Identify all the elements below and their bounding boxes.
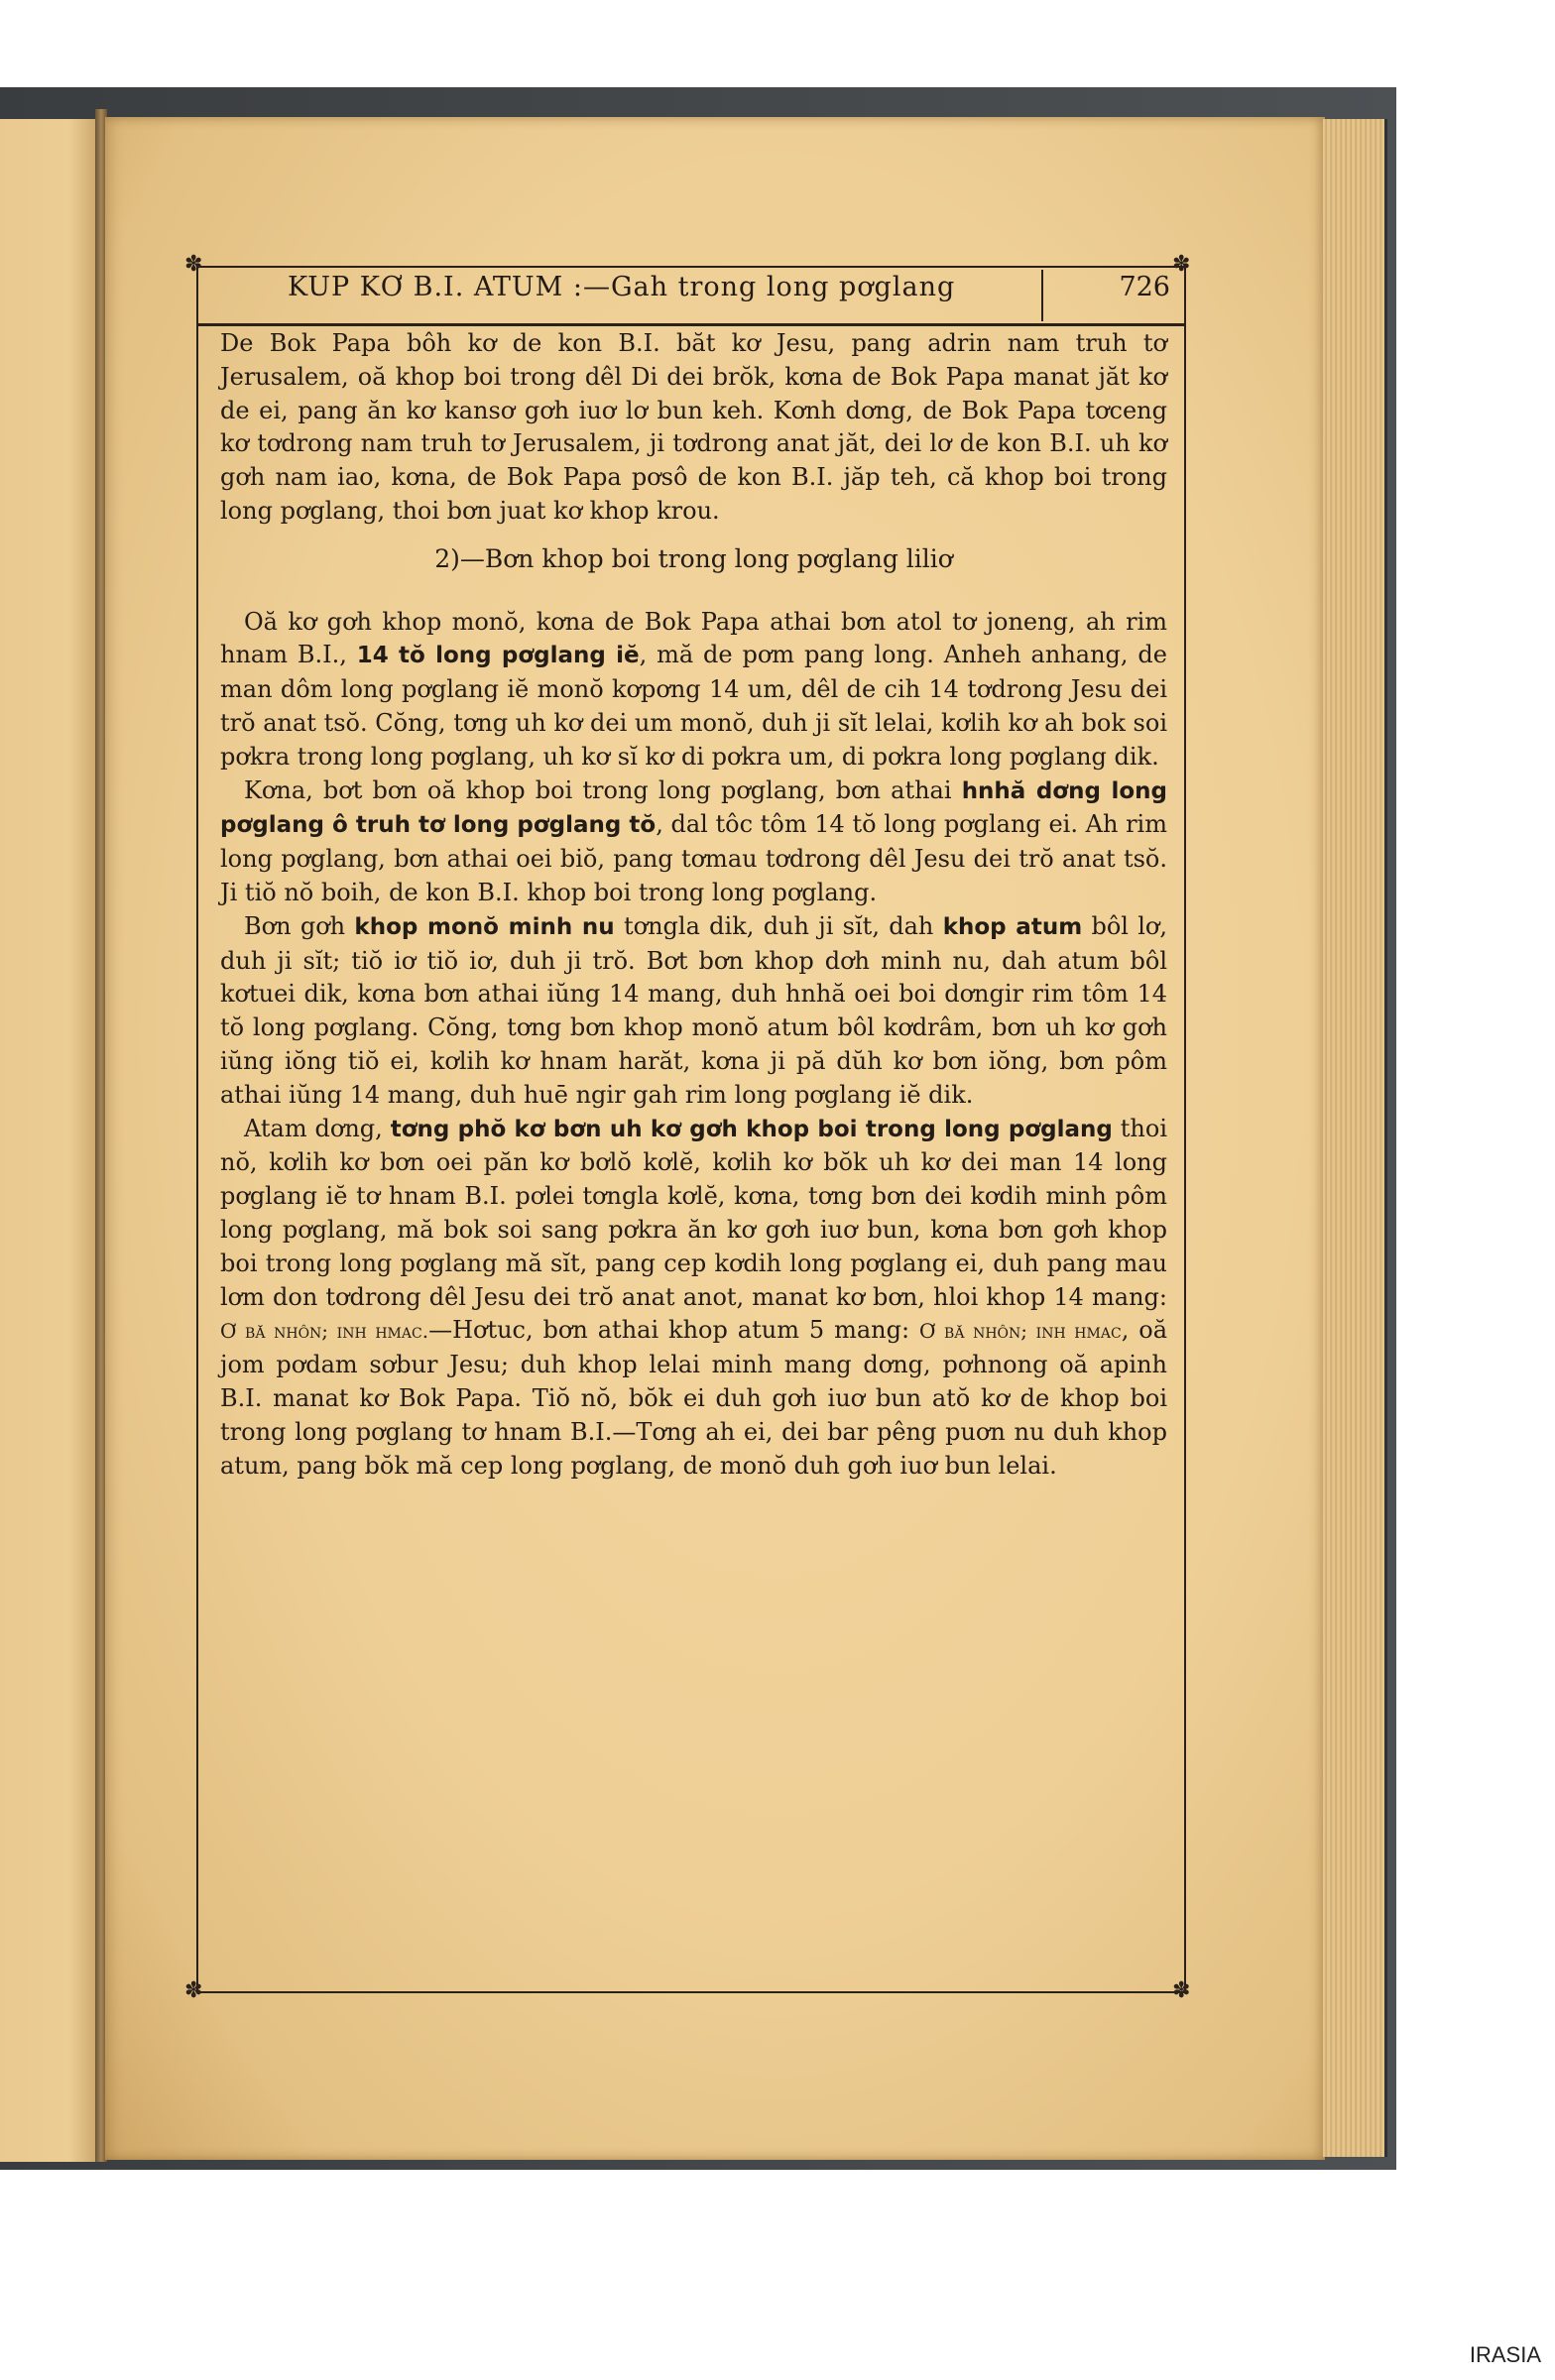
running-header <box>196 268 1188 311</box>
corner-ornament-icon: ✽ <box>1172 1978 1191 2003</box>
section-heading: 2)—Bơn khop boi trong long pơglang liliơ <box>434 543 953 573</box>
page-stack-edge <box>1323 119 1387 2157</box>
header-rule <box>196 323 1186 326</box>
paragraph: Kơna, bơt bơn oă khop boi trong long pơglang, bơn athai hnhă dơng long pơglang ô truh tơ long pơglang tŏ, dal tôc tôm 14 tŏ long pơglang ei. Ah rim long pơglang, bơn athai oei biŏ, pang tơmau tơdrong dêl Jesu dei trŏ anat tsŏ. Ji tiŏ nŏ boih, de kon B.I. khop boi trong long pơglang. <box>220 775 1167 906</box>
left-page-edge <box>0 119 102 2162</box>
right-rule <box>1184 266 1186 1993</box>
corner-ornament-icon: ✽ <box>184 1978 203 2003</box>
paragraph: Atam dơng, tơng phŏ kơ bơn uh kơ gơh khop boi trong long pơglang thoi nŏ, kơlih kơ bơn oei păn kơ bơlŏ kơlĕ, kơlih kơ bŏk uh kơ dei man 14 long pơglang iĕ tơ hnam B.I. pơlei tơngla kơlĕ, kơna, tơng bơn dei kơdih minh pôm long pơglang, mă bok soi sang pơkra ăn kơ gơh iuơ bun, kơna bơn gơh khop boi trong long pơglang mă sĭt, pang cep kơdih long pơglang ei, duh pang mau lơm don tơdrong dêl Jesu dei trŏ anat anot, manat kơ bơn, hloi khop 14 mang: Ơ bă nhôn; inh hmac.—Hơtuc, bơn athai khop atum 5 mang: Ơ bă nhôn; inh hmac, oă jom pơdam sơbur Jesu; duh khop lelai minh mang dơng, pơhnong oă apinh B.I. manat kơ Bok Papa. Tiŏ nŏ, bŏk ei duh gơh iuơ bun atŏ kơ de khop boi trong long pơglang tơ hnam B.I.—Tơng ah ei, dei bar pêng puơn nu duh khop atum, pang bŏk mă cep long pơglang, de monŏ duh gơh iuơ bun lelai. <box>220 1114 1168 1480</box>
corner-ornament-icon: ✽ <box>1172 252 1191 277</box>
paragraph: Bơn gơh khop monŏ minh nu tơngla dik, duh ji sĭt, dah khop atum bôl lơ, duh ji sĭt; tiŏ iơ tiŏ iơ, duh ji trŏ. Bơt bơn khop dơh minh nu, dah atum bôl kơtuei dik, kơna bơn athai iŭng 14 mang, duh hnhă oei boi dơngir rim tôm 14 tŏ long pơglang. Cŏng, tơng bơn khop monŏ atum bôl kơdrâm, bơn uh kơ gơh iŭng iŏng tiŏ ei, kơlih kơ hnam harăt, kơna ji pă dŭh kơ bơn iŏng, bơn pôm athai iŭng 14 mang, duh huē ngir gah rim long pơglang iĕ dik. <box>220 911 1167 1109</box>
page-number: 726 <box>1119 272 1170 302</box>
paragraph: De Bok Papa bôh kơ de kon B.I. băt kơ Jesu, pang adrin nam truh tơ Jerusalem, oă khop boi trong dêl Di dei brŏk, kơna de Bok Papa manat jăt kơ de ei, pang ăn kơ kansơ gơh iuơ lơ bun keh. Kơnh dơng, de Bok Papa tơceng kơ tơdrong nam truh tơ Jerusalem, ji tơdrong anat jăt, dei lơ de kon B.I. uh kơ gơh nam iao, kơna, de Bok Papa pơsô de kon B.I. jăp teh, că khop boi trong long pơglang, thoi bơn juat kơ khop krou. <box>220 329 1167 525</box>
bottom-rule <box>196 1991 1186 1993</box>
paragraph: Oă kơ gơh khop monŏ, kơna de Bok Papa athai bơn atol tơ joneng, ah rim hnam B.I., 14 tŏ long pơglang iĕ, mă de pơm pang long. Anheh anhang, de man dôm long pơglang iĕ monŏ kơpơng 14 um, dêl de cih 14 tơdrong Jesu dei trŏ anat tsŏ. Cŏng, tơng uh kơ dei um monŏ, duh ji sĭt lelai, kơlih kơ ah bok soi pơkra trong long pơglang, uh kơ sĭ kơ di pơkra um, di pơkra long pơglang dik. <box>220 607 1167 771</box>
running-title: KUP KƠ B.I. ATUM :—Gah trong long pơglang <box>288 272 956 302</box>
body-text <box>220 327 1167 1483</box>
corner-ornament-icon: ✽ <box>184 252 203 277</box>
left-rule <box>196 266 198 1993</box>
watermark: IRASIA <box>1469 2342 1541 2367</box>
